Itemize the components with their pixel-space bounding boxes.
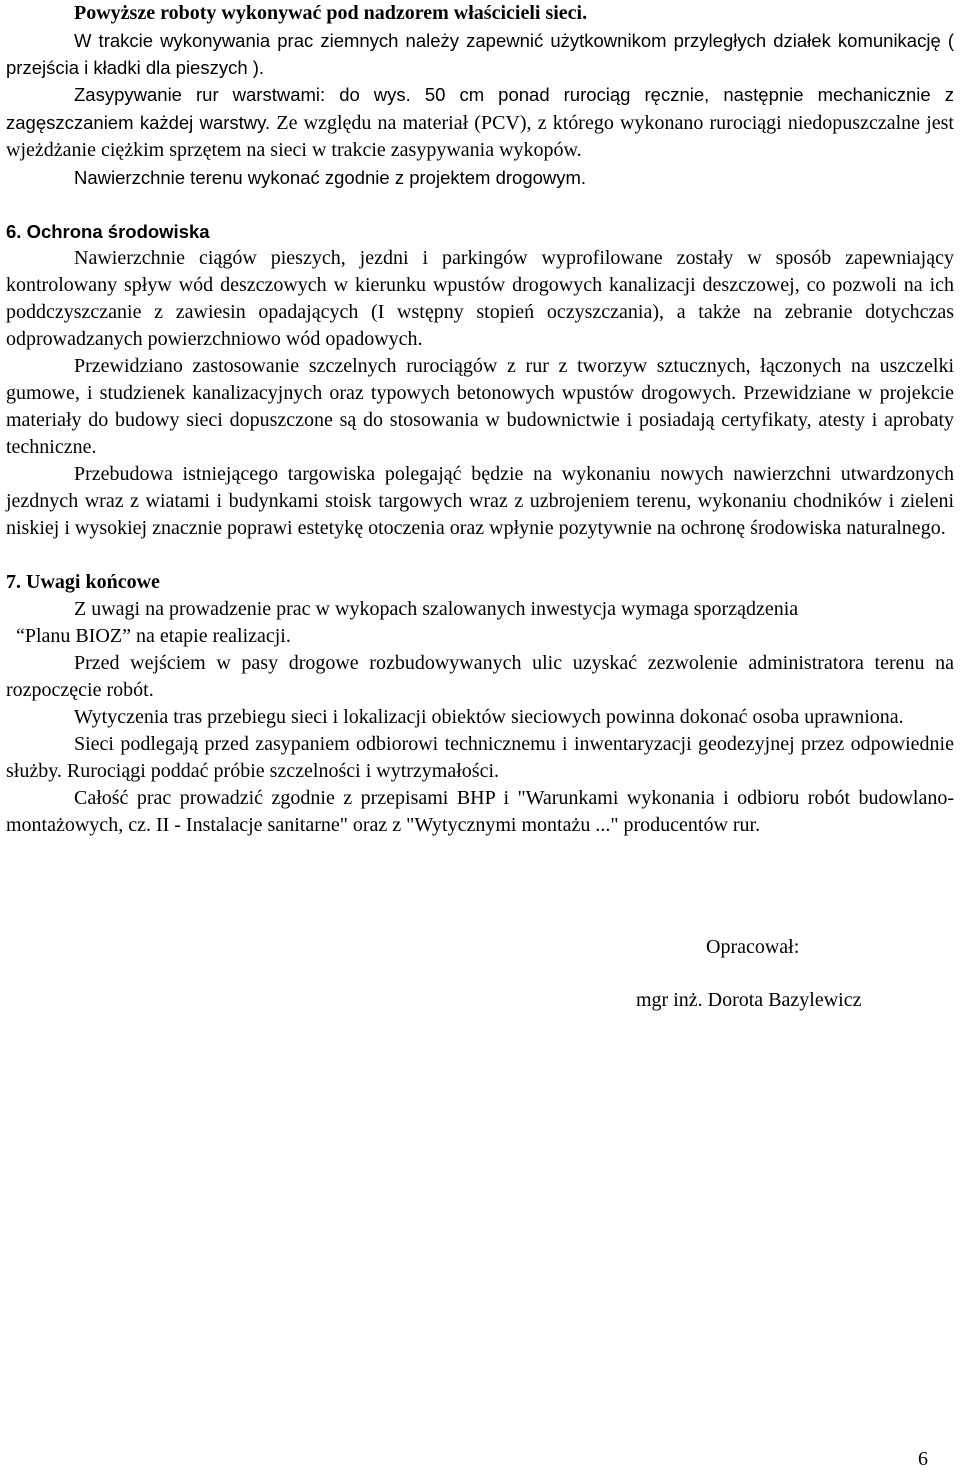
page-number: 6 [918,1448,928,1470]
paragraph-communication: W trakcie wykonywania prac ziemnych należy zapewnić użytkownikom przyległych działek komunikację ( przejścia i kładki dla pieszych ). [6,30,954,78]
signature-label: Opracował: [706,936,800,958]
section-7-paragraph-1b: “Planu BIOZ” na etapie realizacji. [16,625,291,647]
signature-name: mgr inż. Dorota Bazylewicz [636,989,862,1011]
section-7-paragraph-1a: Z uwagi na prowadzenie prac w wykopach szalowanych inwestycja wymaga sporządzenia [74,598,799,620]
section-7-paragraph-2: Przed wejściem w pasy drogowe rozbudowywanych ulic uzyskać zezwolenie administratora terenu na rozpoczęcie robót. [6,652,954,701]
section-6-paragraph-2: Przewidziano zastosowanie szczelnych rurociągów z rur z tworzyw sztucznych, łączonych na uszczelki gumowe, i studzienek kanalizacyjnych oraz typowych betonowych wpustów drogowych. Przewidziane w projekcie materiały do budowy sieci dopuszczone są do stosowania w budownictwie i posiadają certyfikaty, atesty i aprobaty techniczne. [6,355,954,458]
section-7-heading: 7. Uwagi końcowe [6,571,160,593]
backfill-text-c: Ze względu na materiał (PCV), z którego wykonano rurociągi niedopuszczalne jest wjeżdżanie ciężkim sprzętem na sieci w trakcie zasypywania wykopów. [6,112,954,161]
section-6-heading: 6. Ochrona środowiska [6,221,210,242]
section-7-paragraph-5: Całość prac prowadzić zgodnie z przepisami BHP i "Warunkami wykonania i odbioru robót budowlano- montażowych, cz. II - Instalacje sanitarne" oraz z "Wytycznymi montażu ..." producentów rur. [6,787,954,836]
document-page [6,0,954,839]
paragraph-backfilling [6,81,954,164]
section-6-paragraph-3: Przebudowa istniejącego targowiska polegająć będzie na wykonaniu nowych nawierzchni utwardzonych jezdnych wraz z wiatami i budynkami stoisk targowych wraz z uzbrojeniem terenu, wykonaniu chodników i zieleni niskiej i wysokiej znacznie poprawi estetykę otoczenia oraz wpłynie pozytywnie na ochronę środowiska naturalnego. [6,463,954,539]
section-7-paragraph-3: Wytyczenia tras przebiegu sieci i lokalizacji obiektów sieciowych powinna dokonać osoba uprawniona. [74,706,904,728]
paragraph-surfaces: Nawierzchnie terenu wykonać zgodnie z projektem drogowym. [74,167,587,188]
section-6-paragraph-1: Nawierzchnie ciągów pieszych, jezdni i parkingów wyprofilowane zostały w sposób zapewniający kontrolowany spływ wód deszczowych w kierunku wpustów drogowych kanalizacji deszczowej, co pozwoli na ich poddczyszczanie z zawiesin opadających (I wstępny stopień oczyszczania), a także na zebranie dotychczas odprowadzanych powierzchniowo wód opadowych. [6,247,954,350]
backfill-text-a: Zasypywanie rur warstwami: do wys. [74,84,411,105]
paragraph-supervision: Powyższe roboty wykonywać pod nadzorem właścicieli sieci. [74,2,588,24]
section-7-paragraph-4: Sieci podlegają przed zasypaniem odbiorowi technicznemu i inwentaryzacji geodezyjnej przez odpowiednie służby. Rurociągi poddać próbie szczelności i wytrzymałości. [6,733,954,782]
backfill-text-b: 50 cm ponad rurociąg ręcznie, następnie mechanicznie z zagęszczaniem każdej warstwy. [6,84,954,133]
